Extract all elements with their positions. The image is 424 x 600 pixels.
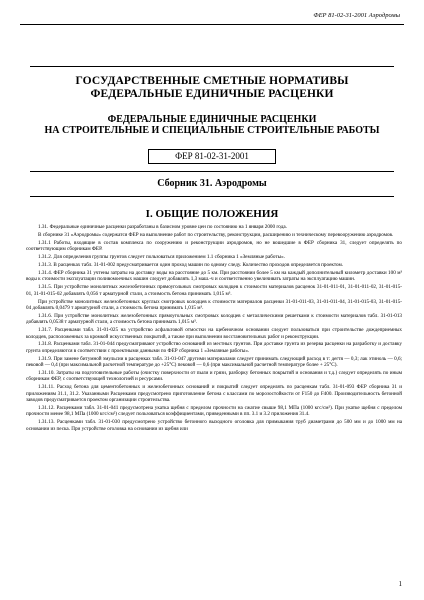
paragraph: 1.31.9. При замене битумной эмульсии в расценках табл. 31-01-047 другими материалами следует принимать следующий расход в т: дегтя — 0,3; лак этиноль — 0,6; пековой — 0,4 (при максимальной расчетной температуре до +25°С) пековой — 0,6 (при максимальной расчетной температуре более + 25°С). [26,355,402,369]
document-subtitle [20,114,404,136]
top-divider [30,66,394,67]
paragraph: В сборнике 31 «Аэродромы» содержатся ФЕР на выполнение работ по строительству, реконструкции, расширению и техническому перевооружению аэродромов. [38,231,394,238]
paragraph: 1.31.7. Расценками табл. 31-01-025 на устройство асфальтовой отмостки на щебеночном основании следует пользоваться при строительстве дождеприемных колодцев, расположенных за кромкой искусственных покрытий, а также при выполнении восстановительных работ и реконструкции. [26,327,402,340]
paragraph: При устройстве монолитных железобетонных круглых смотровых колодцев к стоимости материалов расценки 31-01-011-03, 31-01-011-04, 31-01-015-03, 31-01-015-04 добавлять 0,0479 т арматурной стали, а стоимость бетона принимать 1,015 м³. [26,298,402,311]
collection-title: Сборник 31. Аэродромы [157,178,267,189]
document-subtitle-line-1: ФЕДЕРАЛЬНЫЕ ЕДИНИЧНЫЕ РАСЦЕНКИ [107,114,317,125]
paragraph: 1.31.4. ФЕР сборника 31 учтены затраты на доставку воды на расстояние до 5 км. При расстоянии более 5 км на каждый дополнительный километр доставки 100 м³ воды к стоимости эксплуатации поливомоечных машин следует добавлять 1,3 маш.-ч и соответственно увеличивать затраты на эксплуатацию машин. [26,270,402,283]
section-heading: I. ОБЩИЕ ПОЛОЖЕНИЯ [145,208,279,220]
body-text [26,224,402,433]
paragraph: 1.31.1 Работы, входящие в состав комплекса по сооружению и реконструкции аэродромов, но не вошедшие в ФЕР сборника 31, следует определять по соответствующим сборникам ФЕР. [26,239,402,253]
document-code: ФЕР 81-02-31-2001 [175,151,249,161]
paragraph: 1.31. Федеральные единичные расценки разработаны в базисном уровне цен по состоянию на 1 января 2000 года. [38,224,287,230]
middle-divider [30,171,394,172]
document-title [20,75,404,101]
paragraph: 1.31.8. Расценками табл. 31-01-044 предусматривают устройство оснований из местных грунтов. При доставке грунта из резерва расценки на разработку и доставку грунта определяются в соответствии с проектными данными по ФЕР сборника 1 «Земляные работы». [26,341,402,354]
paragraph: 1.31.10. Затраты на подготовительные работы (очистку поверхности от пыли и грязи, разборку бетонных покрытий и основания и т.д.) следует определять по иным сборникам ФЕР, с соответствующей технологией и ресурсами. [26,370,402,383]
document-code-box [148,149,276,164]
paragraph: 1.31.12. Расценками табл. 31-01-041 предусмотрена укатка щебня с пределом прочности на сжатие свыше 98,1 МПа (1000 кгс/см²). При укатке щебня с пределом прочности менее 98,1 МПа (1000 кгс/см²) следует пользоваться коэффициентами, приведенными в пп. 3.1 и 3.2 приложения 31.4. [26,404,402,418]
running-header [20,11,404,25]
collection-divider [30,196,394,197]
page-number: 1 [398,580,402,588]
document-subtitle-line-2: НА СТРОИТЕЛЬНЫЕ И СПЕЦИАЛЬНЫЕ СТРОИТЕЛЬНЫЕ РАБОТЫ [44,125,380,137]
paragraph: 1.31.11. Расход бетона для цементобетонных и железобетонных оснований и покрытий следует определять по расценкам табл. 31-01-093 ФЕР сборника 31 и приложениям 31.1, 31.2. Указанными Расценками предусмотрено приготовление бетона с классами по морозостойкости от F150 до F400. Производительность бетонной заводов предусматривается проектом организации строительства. [26,384,402,403]
paragraph: 1.31.3. В расценках табл. 31-01-002 предусматривается один проход машин по одному следу. Количество проходов определяется проектом. [38,262,344,269]
paragraph: 1.31.2. Для определения группы грунтов следует пользоваться приложением 1.1 сборника 1 «Земляные работы». [38,254,285,261]
document-title-line-1: ГОСУДАРСТВЕННЫЕ СМЕТНЫЕ НОРМАТИВЫ [75,75,349,87]
paragraph: 1.31.5. При устройстве монолитных железобетонных прямоугольных смотровых колодцев к стоимости материалов расценок 31-01-011-01, 31-01-011-02, 31-01-015-01, 31-01-015-02 добавлять 0,056 т арматурной стали, а стоимость бетона принимать 1,015 м³. [26,284,402,297]
paragraph: 1.31.13. Расценками табл. 31-01-030 предусмотрено устройство бетонного выходного оголовка для примыкания труб диаметрами до 500 мм и до 1000 мм на основании из песка. При устройстве оголовка на основании из щебня или [26,419,402,432]
paragraph: 1.31.6. При устройстве монолитных железобетонных прямоугольных смотровых колодцев с металлическими решетками к стоимости материалов табл. 31-01-013 добавлять 0,0538 т арматурной стали, а стоимость бетона принимать 1,015 м³. [26,312,402,326]
running-header-code: ФЕР 81-02-31-2001 Аэродромы [313,12,400,19]
document-title-line-2: ФЕДЕРАЛЬНЫЕ ЕДИНИЧНЫЕ РАСЦЕНКИ [90,87,334,100]
